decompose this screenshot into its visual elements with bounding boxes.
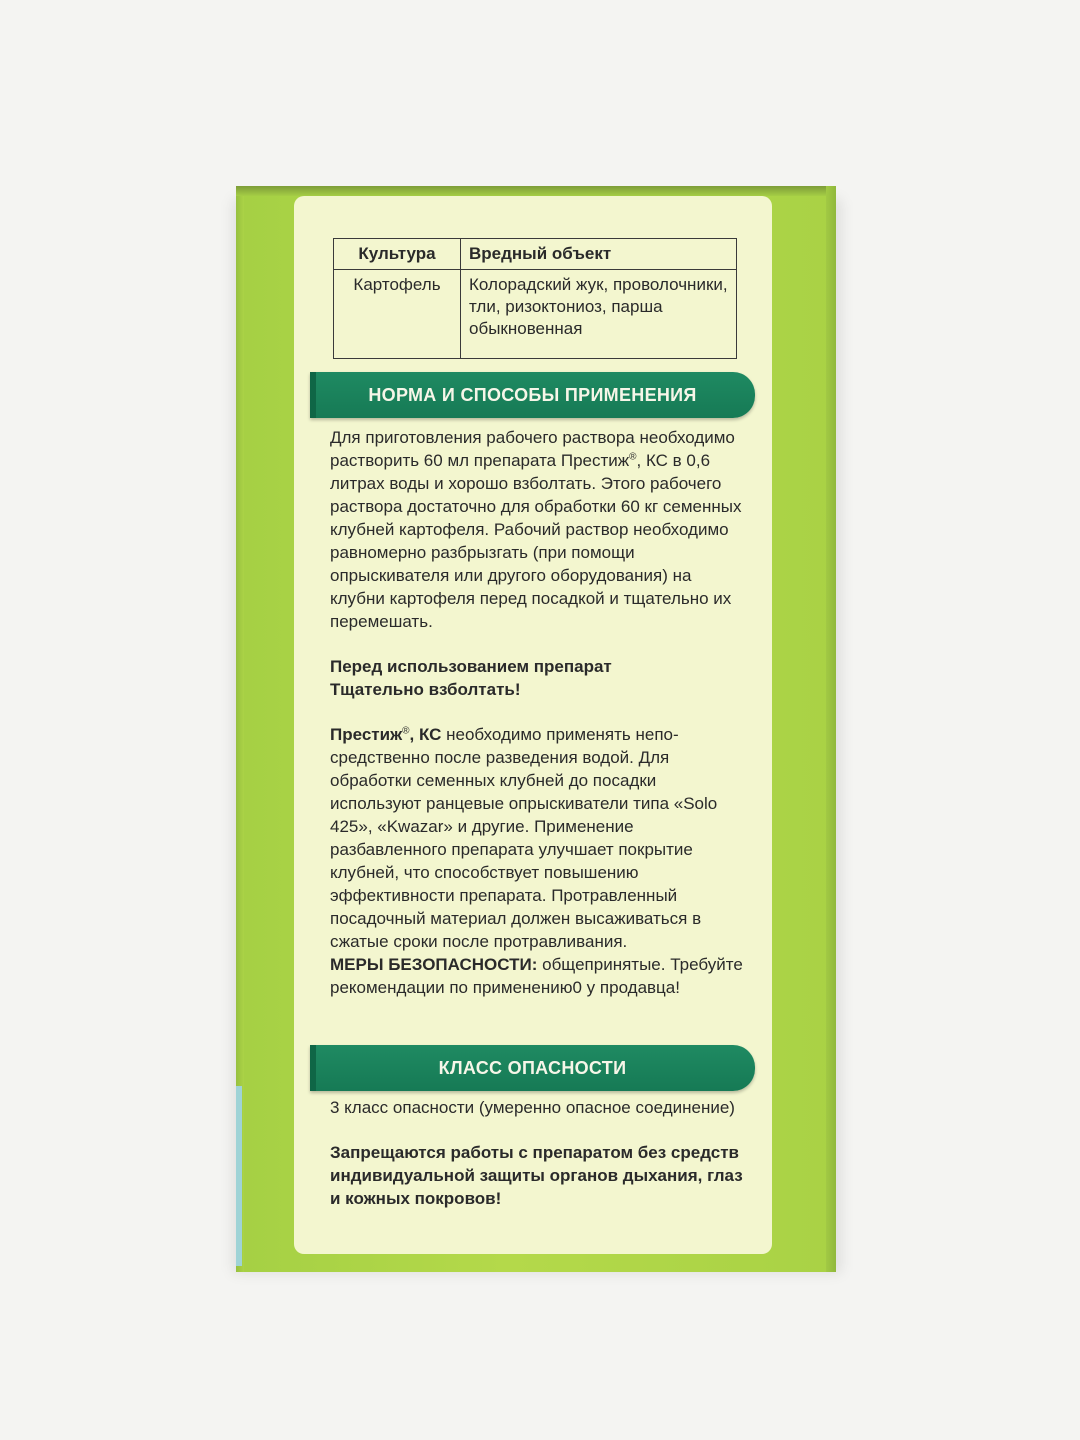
shake-warning	[330, 655, 750, 701]
table-header-row	[334, 239, 737, 270]
header-pest: Вредный объект	[461, 239, 737, 270]
usage-text-a: Для приготовления рабочего раствора необходимо растворить 60 мл препарата Престиж	[330, 428, 735, 470]
hazard-class-text: 3 класс опасности (умеренно опасное соединение)	[330, 1098, 735, 1117]
usage-section-banner	[310, 372, 755, 418]
cell-pest: Колорадский жук, проволочники, тли, ризоктониоз, парша обыкновенная	[461, 270, 737, 359]
registered-mark: ®	[629, 451, 637, 463]
culture-table	[333, 238, 737, 359]
hazard-section-title: КЛАСС ОПАСНОСТИ	[438, 1057, 627, 1078]
product-name: Престиж	[330, 725, 403, 744]
box-top-edge	[236, 186, 836, 196]
hazard-info	[330, 1096, 750, 1210]
table-row	[334, 270, 737, 359]
usage-section-title: НОРМА И СПОСОБЫ ПРИМЕНЕНИЯ	[368, 384, 697, 405]
box-right-edge	[826, 186, 836, 1272]
usage-text-b: , КС в 0,6 литрах воды и хорошо взболтать. Этого рабочего раствора достаточно для обработки 60 кг семенных клубней картофеля. Рабочий раствор необходимо равномерно разбрызгать (при помощи опрыскивателя или другого оборудования) на клубни картофеля перед посадкой и тщательно их перемешать.	[330, 451, 742, 631]
safety-label: МЕРЫ БЕЗОПАСНОСТИ:	[330, 955, 538, 974]
cell-culture: Картофель	[334, 270, 461, 359]
box-side-strip	[236, 1086, 242, 1266]
hazard-section-banner	[310, 1045, 755, 1091]
registered-mark-2: ®	[402, 725, 410, 737]
shake-warning-line2: Тщательно взболтать!	[330, 680, 521, 699]
product-name-suffix: , КС	[409, 725, 442, 744]
application-paragraph	[330, 723, 750, 953]
shake-warning-line1: Перед использованием препарат	[330, 657, 612, 676]
usage-instructions	[330, 426, 750, 999]
safety-text: общепринятые. Требуйте рекомендации по применению0 у продавца!	[330, 955, 743, 997]
application-text: необходимо применять непо-средственно после разведения водой. Для обработки семенных клубней до посадки используют ранцевые опрыскиватели типа «Solo 425», «Kwazar» и другие. Применение разбавленного препарата улучшает покрытие клубней, что способствует повышению эффективности препарата. Протравленный посадочный материал должен высаживаться в сжатые сроки после протравливания.	[330, 725, 718, 951]
prohibition-text: Запрещаются работы с препаратом без средств индивидуальной защиты органов дыхания, глаз и кожных покровов!	[330, 1143, 743, 1208]
header-culture: Культура	[334, 239, 461, 270]
usage-paragraph	[330, 426, 750, 633]
safety-paragraph	[330, 953, 750, 999]
